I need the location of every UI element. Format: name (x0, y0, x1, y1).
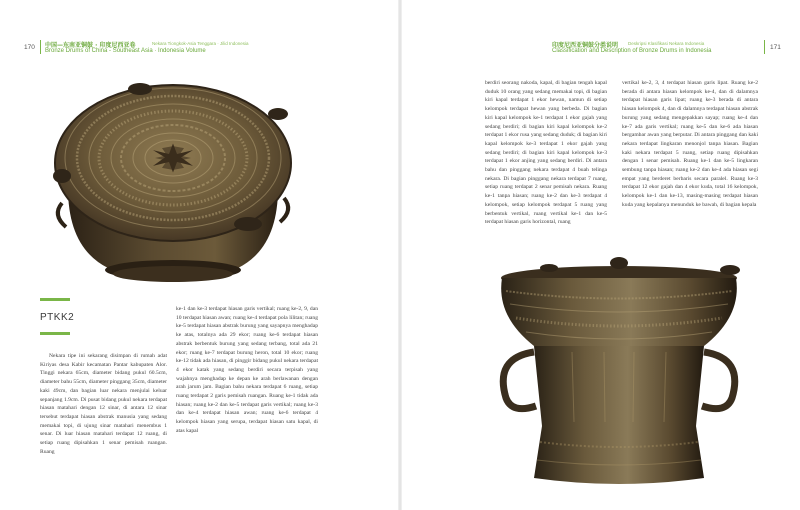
body-paragraph: berdiri seorang nakoda, kapal, di bagian tengah kapal duduk 10 orang yang sedang memakai topi, di bagian kiri kapal terdapat 1 ekor hewan, namun di setiap kelompok terdapat hewan yang berbeda. Di bagian kiri kapal kelompok ke-1 terdapat 1 ekor gajah yang sedang berdiri; di bagian kiri kapal kelompok ke-2 terdapat 1 ekor rusa yang sedang duduk; di bagian kiri kapal kelompok ke-3 terdapat 1 ekor gajah yang sedang berdiri; di bagian kiri kapal kelompok ke-3 terdapat 1 ekor anjing yang sedang berdiri. Di antara bahu dan pinggang nekara terdapat 4 buah telinga nekara. Di bagian pinggang nekara terdapat 7 ruang, setiap ruang terdapat 2 senar pemisah nekara. Ruang ke-1 tanpa hiasan; ruang ke-2 dan ke-3 terdapat 4 kelompok, setiap kelompok terdapat 5 ruang yang berbentuk vertikal, ruang vertikal ke-1 dan ke-5 terdapat hiasan garis horizontal, ruang (485, 80, 607, 226)
left-header-en: Bronze Drums of China - Southeast Asia · Indonesia Volume (45, 48, 206, 54)
right-header-sub: Deskripsi Klasifikasi Nekara Indonesia (628, 41, 705, 46)
left-body-column-1 (40, 352, 167, 456)
left-header-divider (40, 40, 41, 54)
section-accent-top (40, 298, 70, 301)
page-gutter (398, 0, 402, 510)
left-page-number: 170 (24, 44, 35, 51)
drum-side-view-photo (494, 256, 744, 490)
left-header-cn: 中国—东南亚铜鼓 · 印度尼西亚卷 (45, 42, 136, 49)
drum-top-view-photo (48, 78, 298, 283)
right-header-cn: 印度尼西亚铜鼓分类说明 (552, 42, 619, 49)
left-body-column-2 (176, 305, 318, 436)
right-header-en: Classification and Description of Bronze Drums in Indonesia (552, 48, 712, 54)
section-accent-bottom (40, 332, 70, 335)
section-title: PTKK2 (40, 312, 75, 323)
body-paragraph: Nekara tipe ini sekarang disimpan di rumah adat Kiriyas desa Kabir kecamatan Pantar kabupaten Alor. Tinggi nekara 65cm, diameter bidang pukul 60.5cm, diameter bahu 55cm, diameter pinggang 35cm, diameter kaki 49cm, dan bagian luar nekara menjulai keluar sepanjang 1.9cm. Di pusat bidang pukul nekara terdapat hiasan matahari dengan 12 sinar, di antara 12 sinar tersebut terdapat hiasan abstrak manusia yang sedang memakai topi, di ujung sinar matahari menembus 1 senar. Di luar hiasan matahari terdapat 12 ruang, di setiap ruang dipisahkan 1 senar pemisah ruangan. Ruang (40, 353, 167, 455)
right-body-column-1 (485, 79, 607, 227)
right-body-column-2 (622, 79, 758, 210)
right-header-divider (764, 40, 765, 54)
body-paragraph: vertikal ke-2, 3, 4 terdapat hiasan garis lipat. Ruang ke-2 berada di antara hiasan kelompok ke-4, dan di dalamnya terdapat hiasan garis lipat; ruang ke-3 berada di antara hiasan kelompok 4, dan di dalamnya terdapat hiasan abstrak burung yang sedang mengepakkan sayap; ruang ke-4 dan ke-7 ada garis vertikal; ruang ke-5 dan ke-6 ada hiasan bergambar awan yang berputar. Di antara pinggang dan kaki nekara terdapat lingkaran menonjol tanpa hiasan. Bagian kaki nekara terdapat 5 ruang, setiap ruang dipisahkan dengan 1 senar pemisah. Ruang ke-1 dan ke-5 lingkaran sembung tanpa hiasan; ruang ke-2 dan ke-4 ada hiasan segi empat yang berderet berbaris secara paralel. Ruang ke-3 terdapat 12 ekor gajah dan 4 ekor kuda, total 16 kelompok, kelompok ke-1 dan ke-13, masing-masing terdapat hiasan kuda yang kepalanya menunduk ke bawah, di bagian kepala (622, 80, 758, 208)
right-page-number: 171 (770, 44, 781, 51)
body-paragraph: ke-1 dan ke-3 terdapat hiasan garis vertikal; ruang ke-2, 9, dan 10 terdapat hiasan awan; ruang ke-4 terdapat pola lilitan; ruang ke-5 terdapat hiasan abstrak burung yang sayapnya menghadap ke atas, totalnya ada 29 ekor; ruang ke-6 terdapat hiasan abstrak berbentuk burung yang sedang terbang, total ada 21 ekor; ruang ke-7 terdapat burung heron, total 10 ekor; ruang ke-12 tidak ada hiasan, di pinggir bidang pukul nekara terdapat 4 ekor katak yang sedang berdiri secara terpisah yang wajahnya menghadap ke depan ke arah berlawanan dengan arah jarum jam. Bagian bahu nekara terdapat 6 ruang, setiap ruang terdapat 2 garis pemisah ruangan. Ruang ke-1 tidak ada hiasan; ruang ke-2 dan ke-5 terdapat garis vertikal; ruang ke-3 dan ke-4 terdapat hiasan awan; ruang ke-6 terdapat 4 kelompok hiasan yang serupa, terdapat hiasan satu kapal, di atas kapal (176, 306, 318, 434)
left-header-sub: Nekara Tiongkok-Asia Tenggara · Jilid Indonesia (152, 41, 249, 46)
